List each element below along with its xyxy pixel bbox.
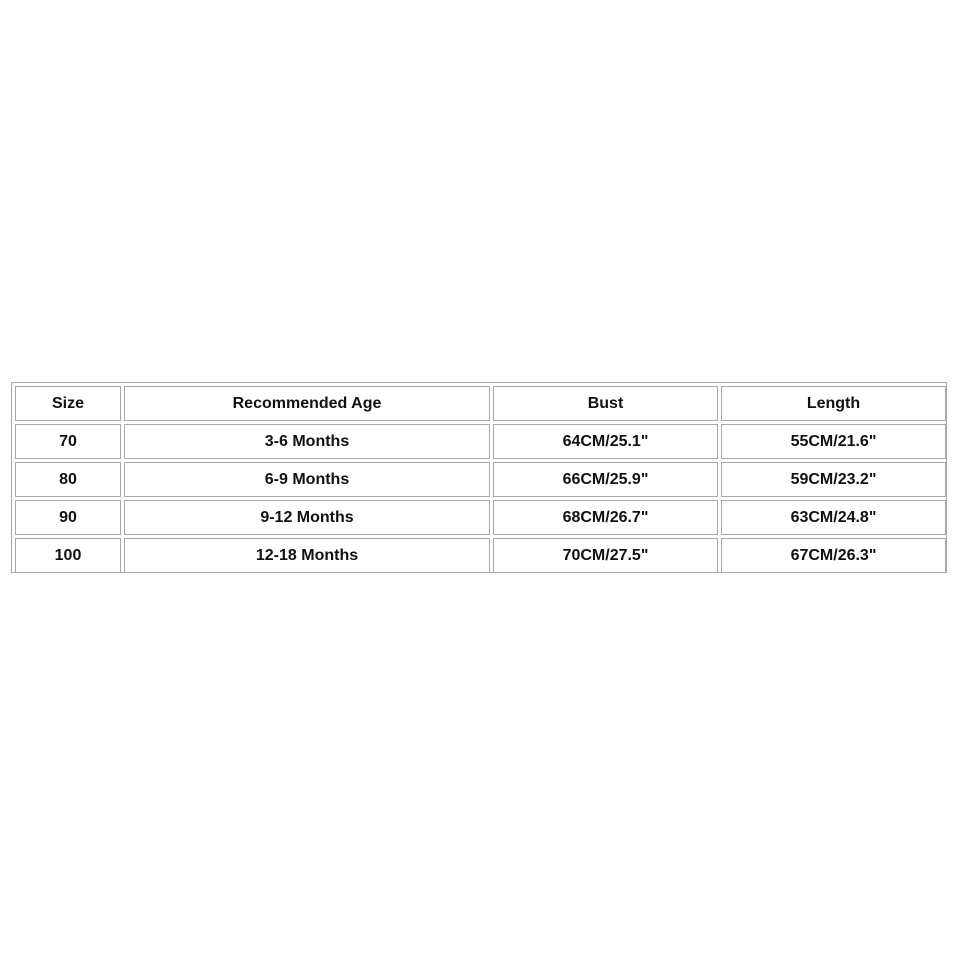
cell-recommended-age: 9-12 Months	[124, 500, 490, 535]
cell-length: 63CM/24.8"	[721, 500, 946, 535]
cell-size: 70	[15, 424, 121, 459]
cell-recommended-age: 3-6 Months	[124, 424, 490, 459]
cell-recommended-age: 12-18 Months	[124, 538, 490, 573]
size-chart-table	[12, 383, 949, 576]
table-row	[15, 538, 946, 573]
cell-bust: 70CM/27.5"	[493, 538, 718, 573]
table-header-row	[15, 386, 946, 421]
table-row	[15, 462, 946, 497]
table-row	[15, 500, 946, 535]
cell-bust: 66CM/25.9"	[493, 462, 718, 497]
header-length: Length	[721, 386, 946, 421]
cell-bust: 68CM/26.7"	[493, 500, 718, 535]
header-recommended-age: Recommended Age	[124, 386, 490, 421]
header-bust: Bust	[493, 386, 718, 421]
cell-size: 80	[15, 462, 121, 497]
cell-length: 55CM/21.6"	[721, 424, 946, 459]
header-size: Size	[15, 386, 121, 421]
size-chart	[11, 382, 947, 573]
cell-bust: 64CM/25.1"	[493, 424, 718, 459]
cell-size: 90	[15, 500, 121, 535]
cell-recommended-age: 6-9 Months	[124, 462, 490, 497]
cell-length: 67CM/26.3"	[721, 538, 946, 573]
table-row	[15, 424, 946, 459]
cell-size: 100	[15, 538, 121, 573]
cell-length: 59CM/23.2"	[721, 462, 946, 497]
